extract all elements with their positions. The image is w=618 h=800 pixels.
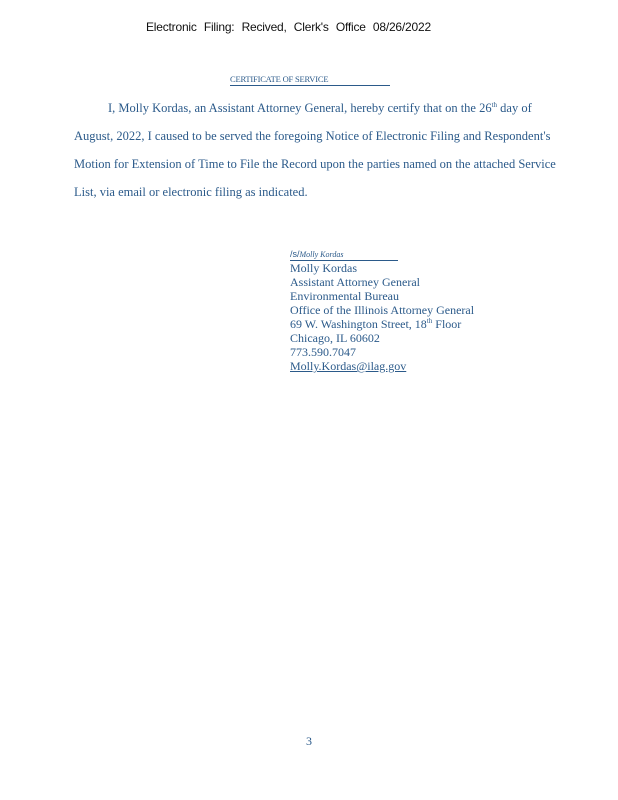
signer-name: Molly Kordas <box>290 261 357 275</box>
signed-name: Molly Kordas <box>299 250 344 259</box>
filing-stamp: Electronic Filing: Recived, Clerk's Office 08/26/2022 <box>146 20 431 34</box>
page-number: 3 <box>306 734 312 748</box>
body-line-2: August, 2022, I caused to be served the foregoing Notice of Electronic Filing and Respondent's <box>74 129 551 143</box>
signer-phone: 773.590.7047 <box>290 345 356 359</box>
signer-city: Chicago, IL 60602 <box>290 331 380 345</box>
signer-email-link[interactable]: Molly.Kordas@ilag.gov <box>290 359 407 373</box>
signer-position: Assistant Attorney General <box>290 275 420 289</box>
body-line-3: Motion for Extension of Time to File the Record upon the parties named on the attached Service <box>74 157 556 171</box>
certificate-body <box>74 94 604 206</box>
signature-block <box>290 246 474 373</box>
body-line-4: List, via email or electronic filing as indicated. <box>74 185 308 199</box>
signature-line: /s/Molly Kordas <box>290 249 398 261</box>
body-line-1: I, Molly Kordas, an Assistant Attorney General, hereby certify that on the 26th day of <box>108 100 532 115</box>
signer-bureau: Environmental Bureau <box>290 289 399 303</box>
signer-address: 69 W. Washington Street, 18th Floor <box>290 317 462 331</box>
certificate-title: CERTIFICATE OF SERVICE <box>230 74 390 86</box>
signer-office: Office of the Illinois Attorney General <box>290 303 475 317</box>
